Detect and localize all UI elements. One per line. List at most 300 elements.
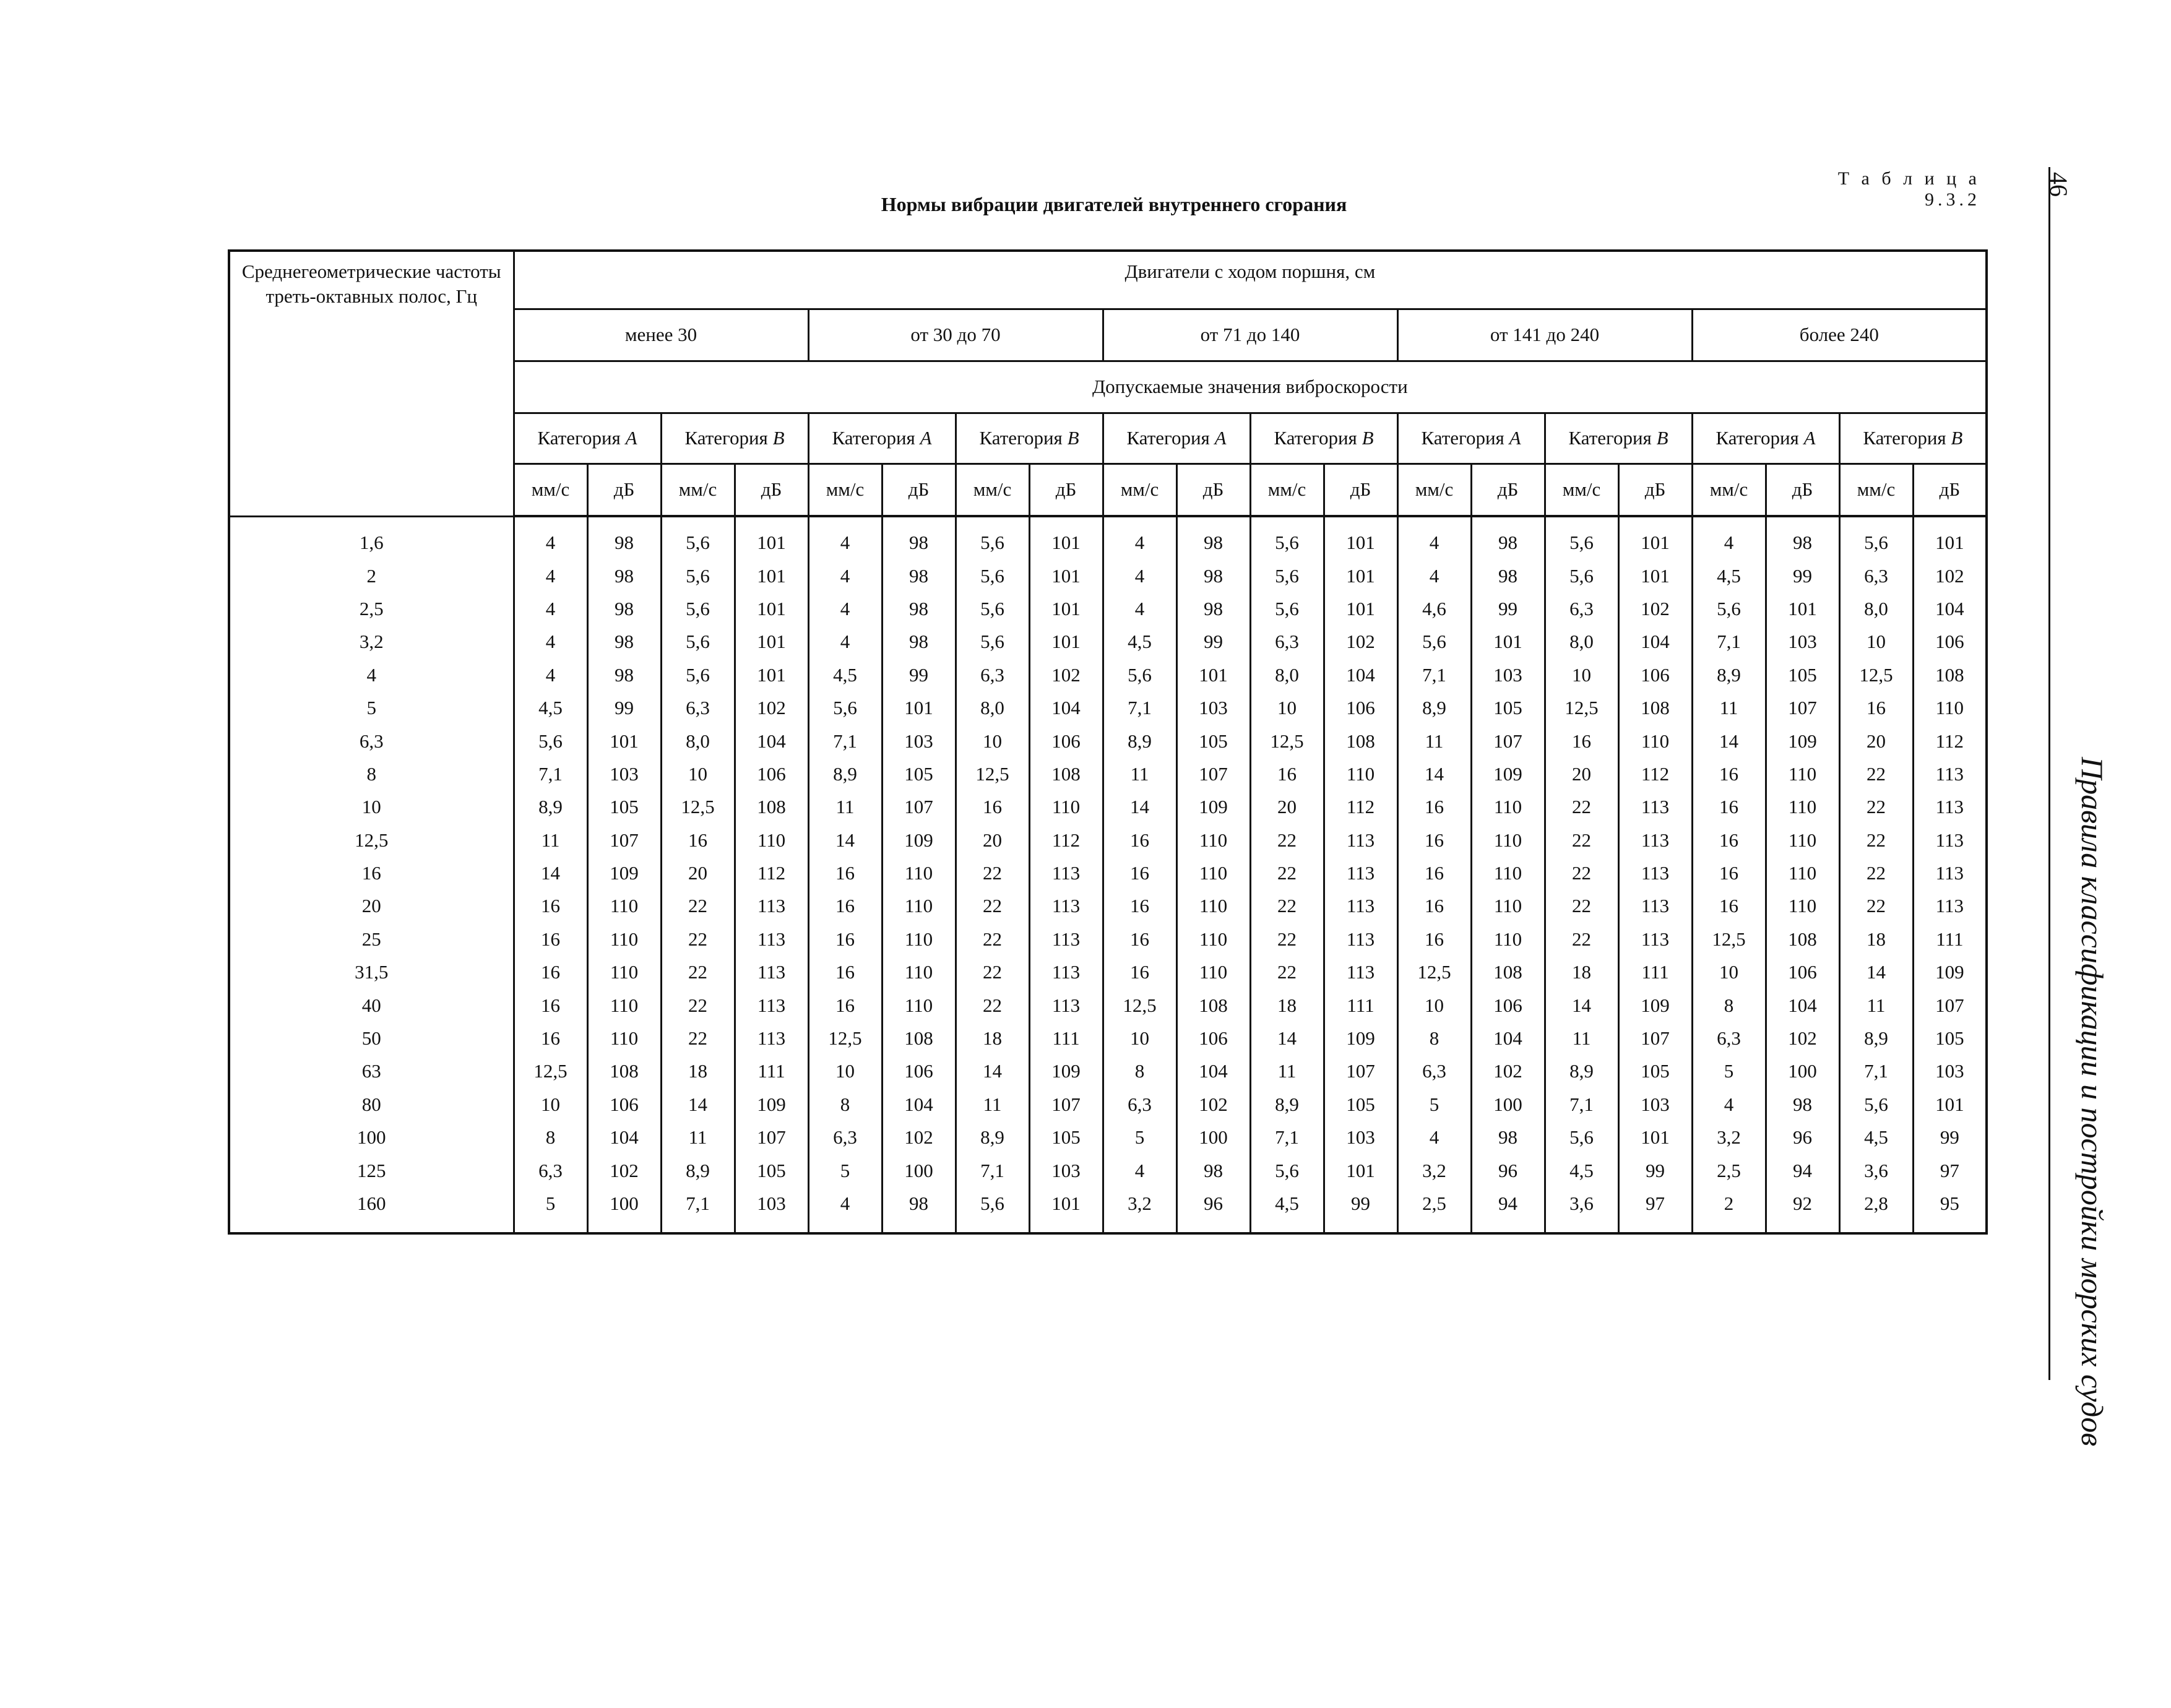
value-db-cell: 99 bbox=[1913, 1121, 1987, 1154]
value-db-cell: 98 bbox=[587, 625, 661, 658]
unit-mms-header: мм/с bbox=[1692, 464, 1766, 516]
value-mms-cell: 12,5 bbox=[1692, 923, 1766, 955]
value-db-cell: 106 bbox=[1029, 724, 1103, 757]
value-db-cell: 108 bbox=[1471, 955, 1545, 988]
unit-mms-header: мм/с bbox=[1839, 464, 1913, 516]
value-mms-cell: 5,6 bbox=[661, 592, 735, 625]
value-mms-cell: 22 bbox=[661, 988, 735, 1021]
value-db-cell: 110 bbox=[1766, 790, 1839, 823]
value-db-cell: 110 bbox=[1471, 856, 1545, 889]
value-db-cell: 106 bbox=[882, 1055, 956, 1087]
category-b-header bbox=[1545, 413, 1692, 464]
value-mms-cell: 6,3 bbox=[1250, 625, 1324, 658]
value-mms-cell: 5,6 bbox=[956, 559, 1029, 592]
value-mms-cell: 7,1 bbox=[1103, 691, 1176, 724]
category-a-header bbox=[1692, 413, 1839, 464]
value-mms-cell: 5 bbox=[808, 1154, 882, 1186]
category-label: Категория bbox=[1568, 427, 1652, 449]
value-db-cell: 112 bbox=[1324, 790, 1397, 823]
frequency-cell: 20 bbox=[229, 889, 514, 922]
unit-db-header: дБ bbox=[1176, 464, 1250, 516]
value-db-cell: 110 bbox=[1176, 856, 1250, 889]
category-b-header bbox=[1839, 413, 1987, 464]
value-mms-cell: 4 bbox=[514, 658, 587, 691]
value-db-cell: 107 bbox=[1324, 1055, 1397, 1087]
value-mms-cell: 10 bbox=[661, 757, 735, 790]
value-mms-cell: 4 bbox=[808, 1187, 882, 1233]
value-mms-cell: 14 bbox=[1545, 988, 1618, 1021]
value-mms-cell: 7,1 bbox=[1839, 1055, 1913, 1087]
value-db-cell: 101 bbox=[735, 592, 808, 625]
value-db-cell: 106 bbox=[1471, 988, 1545, 1021]
category-b-header bbox=[956, 413, 1103, 464]
page-title: Нормы вибрации двигателей внутреннего сгорания bbox=[881, 193, 1347, 215]
value-db-cell: 98 bbox=[587, 559, 661, 592]
value-db-cell: 110 bbox=[1766, 757, 1839, 790]
value-mms-cell: 12,5 bbox=[1545, 691, 1618, 724]
value-db-cell: 102 bbox=[735, 691, 808, 724]
value-mms-cell: 16 bbox=[808, 955, 882, 988]
category-label: Категория bbox=[684, 427, 768, 449]
category-a-header bbox=[1103, 413, 1250, 464]
value-mms-cell: 4 bbox=[514, 592, 587, 625]
frequency-cell: 1,6 bbox=[229, 516, 514, 559]
frequency-cell: 160 bbox=[229, 1187, 514, 1233]
value-db-cell: 110 bbox=[882, 955, 956, 988]
value-mms-cell: 3,6 bbox=[1839, 1154, 1913, 1186]
category-letter: B bbox=[1362, 427, 1374, 449]
value-mms-cell: 22 bbox=[956, 923, 1029, 955]
value-db-cell: 103 bbox=[587, 757, 661, 790]
value-db-cell: 113 bbox=[1618, 824, 1692, 856]
table-row bbox=[229, 1088, 1987, 1121]
value-db-cell: 113 bbox=[1913, 757, 1987, 790]
value-mms-cell: 7,1 bbox=[956, 1154, 1029, 1186]
value-mms-cell: 14 bbox=[956, 1055, 1029, 1087]
value-db-cell: 107 bbox=[1471, 724, 1545, 757]
value-db-cell: 109 bbox=[1324, 1022, 1397, 1055]
value-mms-cell: 8,0 bbox=[1545, 625, 1618, 658]
value-mms-cell: 20 bbox=[661, 856, 735, 889]
value-db-cell: 101 bbox=[1913, 516, 1987, 559]
value-db-cell: 105 bbox=[1471, 691, 1545, 724]
value-mms-cell: 16 bbox=[1103, 889, 1176, 922]
value-db-cell: 103 bbox=[1618, 1088, 1692, 1121]
table-row bbox=[229, 790, 1987, 823]
value-mms-cell: 10 bbox=[1103, 1022, 1176, 1055]
value-mms-cell: 16 bbox=[1397, 856, 1471, 889]
value-db-cell: 113 bbox=[1324, 824, 1397, 856]
value-mms-cell: 11 bbox=[514, 824, 587, 856]
value-db-cell: 99 bbox=[1618, 1154, 1692, 1186]
value-db-cell: 110 bbox=[587, 889, 661, 922]
category-letter: A bbox=[920, 427, 932, 449]
value-mms-cell: 12,5 bbox=[1103, 988, 1176, 1021]
value-db-cell: 98 bbox=[882, 559, 956, 592]
unit-db-header: дБ bbox=[882, 464, 956, 516]
value-db-cell: 102 bbox=[1029, 658, 1103, 691]
value-mms-cell: 8 bbox=[1397, 1022, 1471, 1055]
value-db-cell: 108 bbox=[1176, 988, 1250, 1021]
value-db-cell: 98 bbox=[1471, 516, 1545, 559]
value-db-cell: 105 bbox=[735, 1154, 808, 1186]
value-mms-cell: 4 bbox=[1103, 516, 1176, 559]
value-mms-cell: 11 bbox=[1397, 724, 1471, 757]
value-db-cell: 108 bbox=[1324, 724, 1397, 757]
frequency-cell: 6,3 bbox=[229, 724, 514, 757]
value-mms-cell: 16 bbox=[956, 790, 1029, 823]
value-db-cell: 105 bbox=[882, 757, 956, 790]
value-db-cell: 110 bbox=[882, 856, 956, 889]
value-mms-cell: 4 bbox=[1692, 1088, 1766, 1121]
value-mms-cell: 8,9 bbox=[1545, 1055, 1618, 1087]
table-row bbox=[229, 923, 1987, 955]
value-db-cell: 104 bbox=[1471, 1022, 1545, 1055]
category-label: Категория bbox=[832, 427, 915, 449]
value-db-cell: 102 bbox=[1618, 592, 1692, 625]
value-db-cell: 110 bbox=[587, 955, 661, 988]
value-mms-cell: 16 bbox=[808, 923, 882, 955]
value-mms-cell: 7,1 bbox=[808, 724, 882, 757]
table-row bbox=[229, 1055, 1987, 1087]
value-mms-cell: 3,6 bbox=[1545, 1187, 1618, 1233]
value-mms-cell: 4 bbox=[1397, 516, 1471, 559]
table-row bbox=[229, 955, 1987, 988]
value-db-cell: 98 bbox=[1176, 1154, 1250, 1186]
value-mms-cell: 20 bbox=[1545, 757, 1618, 790]
value-mms-cell: 4 bbox=[514, 625, 587, 658]
value-db-cell: 110 bbox=[1766, 889, 1839, 922]
frequency-cell: 50 bbox=[229, 1022, 514, 1055]
value-db-cell: 113 bbox=[735, 955, 808, 988]
value-db-cell: 113 bbox=[1029, 856, 1103, 889]
value-mms-cell: 10 bbox=[1692, 955, 1766, 988]
value-db-cell: 99 bbox=[587, 691, 661, 724]
value-db-cell: 108 bbox=[1618, 691, 1692, 724]
unit-mms-header: мм/с bbox=[808, 464, 882, 516]
value-db-cell: 110 bbox=[1176, 824, 1250, 856]
frequency-cell: 4 bbox=[229, 658, 514, 691]
value-mms-cell: 16 bbox=[1103, 856, 1176, 889]
value-mms-cell: 11 bbox=[1103, 757, 1176, 790]
category-label: Категория bbox=[1126, 427, 1210, 449]
table-row bbox=[229, 757, 1987, 790]
value-mms-cell: 4 bbox=[1103, 1154, 1176, 1186]
value-mms-cell: 5,6 bbox=[1545, 559, 1618, 592]
value-db-cell: 106 bbox=[1766, 955, 1839, 988]
value-db-cell: 101 bbox=[1618, 516, 1692, 559]
value-mms-cell: 11 bbox=[1250, 1055, 1324, 1087]
value-db-cell: 94 bbox=[1766, 1154, 1839, 1186]
category-a-header bbox=[1397, 413, 1545, 464]
value-mms-cell: 22 bbox=[1545, 923, 1618, 955]
value-db-cell: 108 bbox=[735, 790, 808, 823]
value-mms-cell: 4,5 bbox=[514, 691, 587, 724]
value-mms-cell: 7,1 bbox=[1692, 625, 1766, 658]
value-mms-cell: 2,5 bbox=[1397, 1187, 1471, 1233]
value-mms-cell: 16 bbox=[514, 889, 587, 922]
value-db-cell: 98 bbox=[587, 592, 661, 625]
value-db-cell: 104 bbox=[1324, 658, 1397, 691]
value-mms-cell: 16 bbox=[1103, 955, 1176, 988]
unit-db-header: дБ bbox=[1766, 464, 1839, 516]
value-mms-cell: 5,6 bbox=[1103, 658, 1176, 691]
value-db-cell: 101 bbox=[735, 658, 808, 691]
category-b-header bbox=[1250, 413, 1397, 464]
value-mms-cell: 22 bbox=[956, 955, 1029, 988]
value-db-cell: 110 bbox=[882, 988, 956, 1021]
value-db-cell: 113 bbox=[1029, 889, 1103, 922]
value-db-cell: 98 bbox=[587, 658, 661, 691]
frequency-cell: 12,5 bbox=[229, 824, 514, 856]
value-mms-cell: 10 bbox=[1250, 691, 1324, 724]
value-mms-cell: 16 bbox=[1692, 790, 1766, 823]
value-db-cell: 98 bbox=[1766, 516, 1839, 559]
stroke-group-header: от 30 до 70 bbox=[808, 309, 1103, 361]
value-db-cell: 105 bbox=[1913, 1022, 1987, 1055]
value-mms-cell: 16 bbox=[808, 988, 882, 1021]
value-mms-cell: 16 bbox=[1397, 889, 1471, 922]
table-row bbox=[229, 559, 1987, 592]
frequency-cell: 5 bbox=[229, 691, 514, 724]
value-mms-cell: 5,6 bbox=[661, 658, 735, 691]
value-db-cell: 105 bbox=[1618, 1055, 1692, 1087]
table-row bbox=[229, 1154, 1987, 1186]
value-db-cell: 103 bbox=[882, 724, 956, 757]
value-db-cell: 112 bbox=[1029, 824, 1103, 856]
value-mms-cell: 5,6 bbox=[1250, 592, 1324, 625]
unit-db-header: дБ bbox=[735, 464, 808, 516]
value-mms-cell: 5,6 bbox=[1545, 1121, 1618, 1154]
value-db-cell: 110 bbox=[882, 923, 956, 955]
value-db-cell: 107 bbox=[1176, 757, 1250, 790]
unit-db-header: дБ bbox=[1324, 464, 1397, 516]
value-mms-cell: 22 bbox=[1250, 856, 1324, 889]
frequency-cell: 25 bbox=[229, 923, 514, 955]
value-mms-cell: 22 bbox=[1545, 790, 1618, 823]
value-mms-cell: 16 bbox=[514, 988, 587, 1021]
value-mms-cell: 5,6 bbox=[1545, 516, 1618, 559]
value-db-cell: 110 bbox=[1029, 790, 1103, 823]
value-db-cell: 108 bbox=[882, 1022, 956, 1055]
value-db-cell: 113 bbox=[1029, 923, 1103, 955]
value-db-cell: 101 bbox=[1324, 592, 1397, 625]
value-db-cell: 101 bbox=[1618, 1121, 1692, 1154]
frequency-cell: 2 bbox=[229, 559, 514, 592]
side-rule bbox=[2048, 167, 2050, 1380]
value-mms-cell: 5,6 bbox=[1839, 516, 1913, 559]
value-mms-cell: 8,9 bbox=[661, 1154, 735, 1186]
category-letter: A bbox=[1509, 427, 1521, 449]
value-mms-cell: 4,5 bbox=[1250, 1187, 1324, 1233]
value-db-cell: 113 bbox=[1618, 889, 1692, 922]
value-db-cell: 101 bbox=[587, 724, 661, 757]
value-db-cell: 112 bbox=[735, 856, 808, 889]
value-mms-cell: 12,5 bbox=[1397, 955, 1471, 988]
value-db-cell: 113 bbox=[735, 889, 808, 922]
value-db-cell: 98 bbox=[882, 592, 956, 625]
value-mms-cell: 12,5 bbox=[1839, 658, 1913, 691]
value-mms-cell: 20 bbox=[956, 824, 1029, 856]
category-a-header bbox=[514, 413, 661, 464]
value-mms-cell: 6,3 bbox=[514, 1154, 587, 1186]
table-row bbox=[229, 1022, 1987, 1055]
value-db-cell: 113 bbox=[1913, 790, 1987, 823]
value-db-cell: 100 bbox=[1176, 1121, 1250, 1154]
value-db-cell: 96 bbox=[1766, 1121, 1839, 1154]
value-db-cell: 112 bbox=[1618, 757, 1692, 790]
value-db-cell: 98 bbox=[1471, 559, 1545, 592]
value-db-cell: 110 bbox=[1471, 923, 1545, 955]
value-db-cell: 108 bbox=[587, 1055, 661, 1087]
value-db-cell: 101 bbox=[1324, 516, 1397, 559]
value-mms-cell: 14 bbox=[808, 824, 882, 856]
value-mms-cell: 6,3 bbox=[1103, 1088, 1176, 1121]
value-mms-cell: 5 bbox=[1692, 1055, 1766, 1087]
table-row bbox=[229, 658, 1987, 691]
frequency-cell: 100 bbox=[229, 1121, 514, 1154]
running-title: Правила классификации и постройки морских судов bbox=[2075, 757, 2110, 1446]
value-db-cell: 96 bbox=[1471, 1154, 1545, 1186]
value-mms-cell: 14 bbox=[661, 1088, 735, 1121]
value-db-cell: 113 bbox=[1618, 790, 1692, 823]
value-mms-cell: 18 bbox=[661, 1055, 735, 1087]
value-mms-cell: 8,9 bbox=[956, 1121, 1029, 1154]
value-db-cell: 94 bbox=[1471, 1187, 1545, 1233]
value-db-cell: 99 bbox=[882, 658, 956, 691]
value-db-cell: 101 bbox=[735, 516, 808, 559]
value-mms-cell: 4 bbox=[1103, 559, 1176, 592]
category-letter: B bbox=[1656, 427, 1668, 449]
value-db-cell: 98 bbox=[882, 625, 956, 658]
value-mms-cell: 12,5 bbox=[808, 1022, 882, 1055]
value-db-cell: 99 bbox=[1176, 625, 1250, 658]
value-db-cell: 108 bbox=[1766, 923, 1839, 955]
value-mms-cell: 5,6 bbox=[661, 625, 735, 658]
value-db-cell: 110 bbox=[1766, 856, 1839, 889]
value-db-cell: 103 bbox=[1471, 658, 1545, 691]
value-mms-cell: 16 bbox=[1103, 923, 1176, 955]
value-db-cell: 113 bbox=[1324, 955, 1397, 988]
value-mms-cell: 8,0 bbox=[661, 724, 735, 757]
value-db-cell: 106 bbox=[1913, 625, 1987, 658]
category-label: Категория bbox=[1274, 427, 1357, 449]
value-mms-cell: 10 bbox=[1839, 625, 1913, 658]
value-db-cell: 106 bbox=[1324, 691, 1397, 724]
value-mms-cell: 16 bbox=[1250, 757, 1324, 790]
table-row bbox=[229, 988, 1987, 1021]
table-row bbox=[229, 516, 1987, 559]
value-db-cell: 110 bbox=[1176, 923, 1250, 955]
table-row bbox=[229, 856, 1987, 889]
value-db-cell: 109 bbox=[1618, 988, 1692, 1021]
value-mms-cell: 6,3 bbox=[808, 1121, 882, 1154]
value-db-cell: 104 bbox=[1766, 988, 1839, 1021]
value-db-cell: 101 bbox=[1029, 625, 1103, 658]
value-mms-cell: 3,2 bbox=[1397, 1154, 1471, 1186]
value-db-cell: 110 bbox=[1471, 790, 1545, 823]
value-mms-cell: 6,3 bbox=[661, 691, 735, 724]
unit-db-header: дБ bbox=[1471, 464, 1545, 516]
value-db-cell: 98 bbox=[587, 516, 661, 559]
value-mms-cell: 22 bbox=[1250, 824, 1324, 856]
value-db-cell: 112 bbox=[1913, 724, 1987, 757]
value-db-cell: 101 bbox=[882, 691, 956, 724]
value-db-cell: 106 bbox=[1176, 1022, 1250, 1055]
value-mms-cell: 22 bbox=[956, 856, 1029, 889]
value-db-cell: 113 bbox=[1913, 856, 1987, 889]
value-mms-cell: 4,5 bbox=[808, 658, 882, 691]
unit-mms-header: мм/с bbox=[1103, 464, 1176, 516]
value-db-cell: 98 bbox=[1176, 592, 1250, 625]
unit-mms-header: мм/с bbox=[514, 464, 587, 516]
value-db-cell: 106 bbox=[1618, 658, 1692, 691]
value-mms-cell: 4 bbox=[1103, 592, 1176, 625]
value-db-cell: 102 bbox=[1913, 559, 1987, 592]
value-mms-cell: 6,3 bbox=[1397, 1055, 1471, 1087]
value-db-cell: 97 bbox=[1913, 1154, 1987, 1186]
value-mms-cell: 2,8 bbox=[1839, 1187, 1913, 1233]
value-mms-cell: 8,9 bbox=[1397, 691, 1471, 724]
value-db-cell: 106 bbox=[587, 1088, 661, 1121]
value-db-cell: 101 bbox=[1324, 1154, 1397, 1186]
value-db-cell: 110 bbox=[735, 824, 808, 856]
value-mms-cell: 4,5 bbox=[1692, 559, 1766, 592]
category-letter: B bbox=[1951, 427, 1963, 449]
value-mms-cell: 22 bbox=[661, 923, 735, 955]
unit-mms-header: мм/с bbox=[1545, 464, 1618, 516]
table-row bbox=[229, 824, 1987, 856]
value-mms-cell: 22 bbox=[1250, 889, 1324, 922]
value-db-cell: 98 bbox=[1176, 516, 1250, 559]
value-db-cell: 101 bbox=[1029, 592, 1103, 625]
table-row bbox=[229, 691, 1987, 724]
value-db-cell: 110 bbox=[1618, 724, 1692, 757]
value-db-cell: 105 bbox=[1176, 724, 1250, 757]
value-db-cell: 110 bbox=[587, 923, 661, 955]
frequency-cell: 10 bbox=[229, 790, 514, 823]
value-db-cell: 109 bbox=[882, 824, 956, 856]
value-mms-cell: 16 bbox=[1692, 856, 1766, 889]
value-mms-cell: 5 bbox=[1397, 1088, 1471, 1121]
value-db-cell: 113 bbox=[1913, 824, 1987, 856]
value-mms-cell: 16 bbox=[1692, 889, 1766, 922]
value-mms-cell: 5 bbox=[1103, 1121, 1176, 1154]
value-mms-cell: 8,9 bbox=[1250, 1088, 1324, 1121]
unit-mms-header: мм/с bbox=[1250, 464, 1324, 516]
value-db-cell: 101 bbox=[1471, 625, 1545, 658]
value-mms-cell: 22 bbox=[1839, 824, 1913, 856]
value-mms-cell: 20 bbox=[1839, 724, 1913, 757]
value-db-cell: 92 bbox=[1766, 1187, 1839, 1233]
value-mms-cell: 22 bbox=[1839, 856, 1913, 889]
value-db-cell: 113 bbox=[1324, 856, 1397, 889]
engines-header: Двигатели с ходом поршня, см bbox=[514, 251, 1987, 309]
vibration-norms-table bbox=[228, 249, 1988, 1235]
value-mms-cell: 14 bbox=[1839, 955, 1913, 988]
value-db-cell: 110 bbox=[1176, 955, 1250, 988]
category-letter: A bbox=[625, 427, 637, 449]
value-mms-cell: 16 bbox=[1397, 824, 1471, 856]
value-db-cell: 110 bbox=[1471, 824, 1545, 856]
value-mms-cell: 3,2 bbox=[1692, 1121, 1766, 1154]
unit-db-header: дБ bbox=[1029, 464, 1103, 516]
value-mms-cell: 11 bbox=[1692, 691, 1766, 724]
value-mms-cell: 6,3 bbox=[956, 658, 1029, 691]
value-mms-cell: 16 bbox=[1692, 824, 1766, 856]
stroke-group-header: более 240 bbox=[1692, 309, 1987, 361]
value-mms-cell: 22 bbox=[1250, 955, 1324, 988]
